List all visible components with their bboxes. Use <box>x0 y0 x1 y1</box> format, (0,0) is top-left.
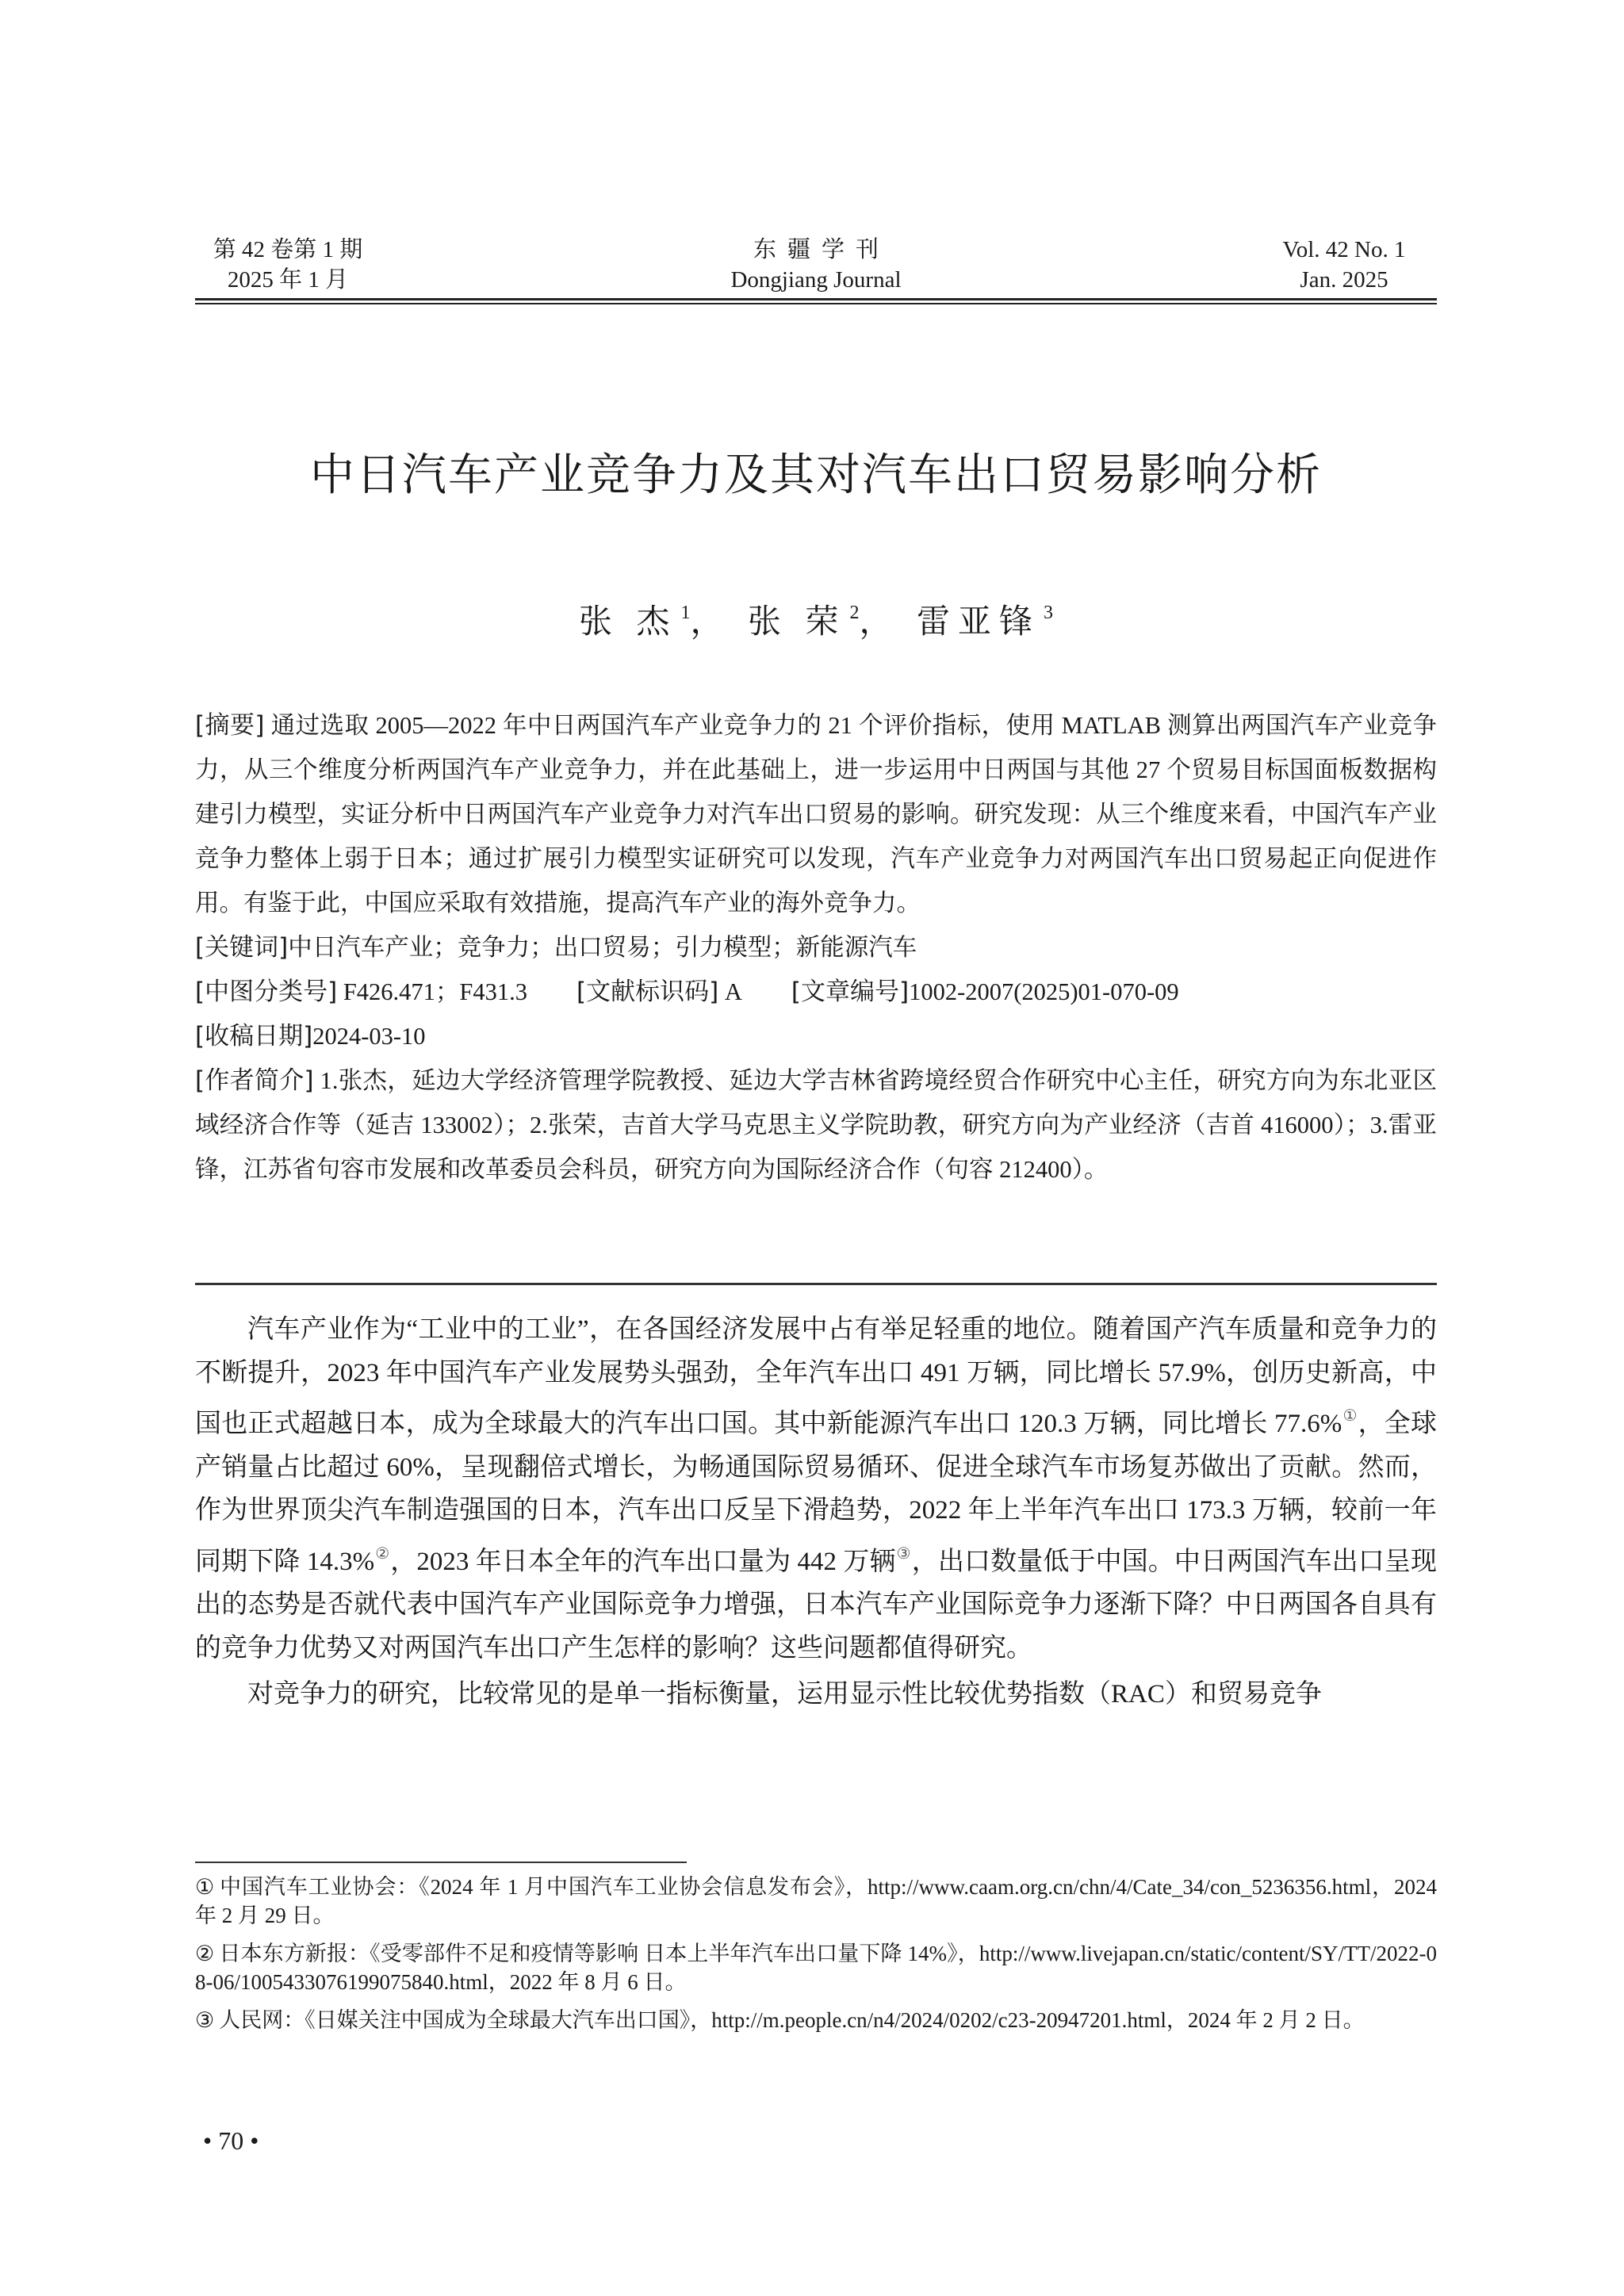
body-paragraph: 对竞争力的研究，比较常见的是单一指标衡量，运用显示性比较优势指数（RAC）和贸易竞争 <box>247 1680 1322 1709</box>
footnote-item <box>195 1939 1437 1996</box>
article-number <box>791 970 1179 1014</box>
footnote-item <box>195 2006 1437 2034</box>
article-body <box>195 1308 1437 1716</box>
body-text-segment: 汽车产业作为“工业中的工业”，在各国经济发展中占有举足轻重的地位。随着国产汽车质量和竞争力的不断提升，2023 年中国汽车产业发展势头强劲，全年汽车出口 491 万辆，同比增长 57.9%，创历史新高，中国也正式超越日本，成为全球最大的汽车出口国。其中新能源汽车出口 120.3 万辆，同比增长 77.6% <box>195 1315 1437 1438</box>
clc-value: F426.471；F431.3 <box>343 978 528 1005</box>
footnote-mark: ② <box>195 1942 215 1965</box>
issue-info <box>197 235 379 295</box>
affiliation-mark: 1 <box>680 603 691 623</box>
author-bio <box>195 1058 1437 1192</box>
received-date-label: [收稿日期] <box>195 1022 313 1050</box>
footnote-ref-3[interactable]: ③ <box>896 1544 911 1563</box>
date-en: Jan. 2025 <box>1300 267 1388 293</box>
classification-row <box>195 970 1437 1014</box>
clc-number <box>195 970 527 1014</box>
footnote-mark: ③ <box>195 2008 215 2032</box>
footnote-text: 日本东方新报：《受零部件不足和疫情等影响 日本上半年汽车出口量下降 14%》，http://www.livejapan.cn/static/content/SY/TT/2022-08-06/1005433076199075840.html，2022 年 8 月 6 日。 <box>195 1942 1437 1994</box>
running-header <box>195 235 1437 306</box>
abstract-label: [摘要] <box>195 711 265 740</box>
body-paragraph <box>195 1308 1437 1670</box>
footnote-ref-1[interactable]: ① <box>1342 1407 1358 1425</box>
keywords-text: 中日汽车产业；竞争力；出口贸易；引力模型；新能源汽车 <box>288 934 917 961</box>
article-metadata <box>195 703 1437 1192</box>
metadata-divider <box>195 1283 1437 1285</box>
journal-name-cn: 东疆学刊 <box>753 237 890 262</box>
footnote-text: 人民网：《日媒关注中国成为全球最大汽车出口国》，http://m.people.cn/n4/2024/0202/c23-20947201.html，2024 年 2 月 2 日。 <box>219 2008 1365 2032</box>
footnote-ref-2[interactable]: ② <box>375 1544 390 1563</box>
article-number-value: 1002-2007(2025)01-070-09 <box>909 978 1179 1005</box>
author-separator: ， <box>690 604 732 641</box>
article-title: 中日汽车产业竞争力及其对汽车出口贸易影响分析 <box>310 450 1322 501</box>
footnote-rule <box>195 1862 687 1863</box>
affiliation-mark: 3 <box>1044 603 1054 623</box>
body-text-segment: ，出口数量低于中国。中日两国汽车出口呈现出的态势是否就代表中国汽车产业国际竞争力增强，日本汽车产业国际竞争力逐渐下降？中日两国各自具有的竞争力优势又对两国汽车出口产生怎样的影响？这些问题都值得研究。 <box>195 1547 1438 1663</box>
article-number-label: [文章编号] <box>791 978 910 1006</box>
author-name: 张 荣 <box>747 604 847 641</box>
abstract <box>195 703 1437 925</box>
author-name: 张 杰 <box>578 604 678 641</box>
date-cn: 2025 年 1 月 <box>227 267 349 293</box>
author-name: 雷亚锋 <box>917 604 1041 641</box>
issue-info-en <box>1253 235 1435 295</box>
footnote-mark: ① <box>195 1875 216 1899</box>
footnote-text: 中国汽车工业协会：《2024 年 1 月中国汽车工业协会信息发布会》，http://www.caam.org.cn/chn/4/Cate_34/con_5236356.html，2024 年 2 月 29 日。 <box>195 1875 1437 1927</box>
journal-page <box>195 0 1437 2296</box>
received-date <box>195 1014 1437 1058</box>
abstract-text: 通过选取 2005—2022 年中日两国汽车产业竞争力的 21 个评价指标，使用 MATLAB 测算出两国汽车产业竞争力，从三个维度分析两国汽车产业竞争力，并在此基础上，进一步运用中日两国与其他 27 个贸易目标国面板数据构建引力模型，实证分析中日两国汽车产业竞争力对汽车出口贸易的影响。研究发现：从三个维度来看，中国汽车产业竞争力整体上弱于日本；通过扩展引力模型实证研究可以发现，汽车产业竞争力对两国汽车出口贸易起正向促进作用。有鉴于此，中国应采取有效措施，提高汽车产业的海外竞争力。 <box>195 712 1437 916</box>
body-text-segment: ，全球产销量占比超过 60%，呈现翻倍式增长，为畅通国际贸易循环、促进全球汽车市场复苏做出了贡献。然而，作为世界顶尖汽车制造强国的日本，汽车出口反呈下滑趋势，2022 年上半年汽车出口 173.3 万辆，较前一年同期下降 14.3% <box>195 1410 1438 1576</box>
document-code-label: [文献标识码] <box>576 978 719 1006</box>
journal-name-en: Dongjiang Journal <box>730 267 902 293</box>
journal-name <box>634 235 998 295</box>
author-bio-label: [作者简介] <box>195 1066 314 1095</box>
clc-label: [中图分类号] <box>195 978 338 1006</box>
volume-issue-cn: 第 42 卷第 1 期 <box>213 237 363 262</box>
author-separator: ， <box>859 604 901 641</box>
body-text-segment: ，2023 年日本全年的汽车出口量为 442 万辆 <box>390 1547 896 1576</box>
volume-issue-en: Vol. 42 No. 1 <box>1282 237 1406 262</box>
footnote-item <box>195 1873 1437 1930</box>
footnotes <box>195 1873 1437 2044</box>
author-bio-text: 1.张杰，延边大学经济管理学院教授、延边大学吉林省跨境经贸合作研究中心主任，研究方向为东北亚区域经济合作等（延吉 133002）；2.张荣，吉首大学马克思主义学院助教，研究方向为产业经济（吉首 416000）；3.雷亚锋，江苏省句容市发展和改革委员会科员，研究方向为国际经济合作（句容 212400）。 <box>195 1067 1437 1183</box>
document-code <box>576 970 742 1014</box>
page-number: • 70 • <box>203 2126 259 2155</box>
affiliation-mark: 2 <box>849 603 860 623</box>
keywords <box>195 925 1437 970</box>
received-date-value: 2024-03-10 <box>312 1023 426 1050</box>
document-code-value: A <box>724 978 742 1005</box>
keywords-label: [关键词] <box>195 933 289 962</box>
header-double-rule <box>195 298 1437 304</box>
author-list <box>195 591 1437 645</box>
